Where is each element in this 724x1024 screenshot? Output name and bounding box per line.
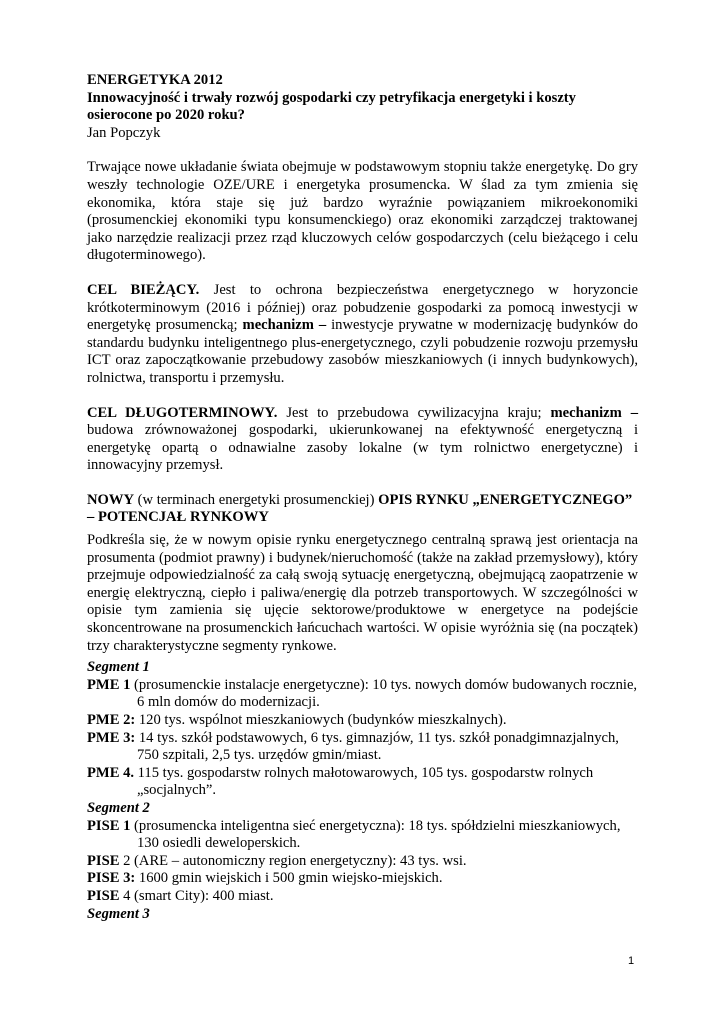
pme-item [87,712,638,730]
cel-dlugo-text2: budowa zrównoważonej gospodarki, ukierunkowanej na efektywność energetyczną i energetykę opartą o odnawialne zasoby lokalne (w tym rolnictwo energetyczne) i innowacyjny przemysł. [87,422,638,474]
pise-text: (prosumencka inteligentna sieć energetyczna): 18 tys. spółdzielni mieszkaniowych, [130,817,621,834]
pise-label: PISE 1 [87,817,131,834]
pme-item [87,765,638,800]
document-page [87,72,638,923]
section-heading [87,492,638,527]
intro-paragraph: Trwające nowe układanie świata obejmuje w podstawowym stopniu także energetykę. Do gry weszły technologie OZE/URE i energetyka prosumencka. W ślad za tym zmienia się ekonomika, która staje się już bardzo wyraźnie powiązaniem mikroekonomiki (prosumenckiej ekonomiki typu konsumenckiego) oraz ekonomiki zarządczej traktowanej jako narzędzie realizacji przez rząd kluczowych celów gospodarczych (celu bieżącego i celu długoterminowego). [87,159,638,264]
pise-text: 4 (smart City): 400 miast. [119,887,274,904]
pme-item [87,730,638,765]
segment-2-heading: Segment 2 [87,799,150,816]
heading-note: (w terminach energetyki prosumenckiej) [134,491,379,508]
pise-item [87,888,638,906]
cel-biezacy-label: CEL BIEŻĄCY. [87,281,200,298]
pme-text-cont: „socjalnych”. [137,782,217,799]
pise-text: 2 (ARE – autonomiczny region energetyczny): 43 tys. wsi. [119,852,467,869]
pme-text-cont: 750 szpitali, 2,5 tys. urzędów gmin/miast. [137,747,382,764]
cel-biezacy-paragraph [87,282,638,388]
cel-biezacy-text1: Jest to ochrona bezpieczeństwa energetycznego w horyzoncie krótkoterminowym (2016 i później) oraz pobudzenie gospodarki za pomocą inwestycji w energetykę prosumencką; [87,281,638,334]
pise-list [87,818,638,906]
pme-label: PME 4. [87,764,135,781]
pme-text: 120 tys. wspólnot mieszkaniowych (budynków mieszkalnych). [135,712,507,728]
pise-item [87,853,638,871]
pise-item [87,818,638,853]
pme-list [87,677,638,800]
pise-label: PISE [87,887,120,904]
segment-3-heading: Segment 3 [87,905,150,922]
pise-item [87,870,638,888]
page-number: 1 [628,955,635,967]
pme-item [87,677,638,712]
pme-label: PME 1 [87,676,131,693]
pme-text: 14 tys. szkół podstawowych, 6 tys. gimnazjów, 11 tys. szkół ponadgimnazjalnych, [135,729,619,746]
segment-1-heading: Segment 1 [87,659,150,676]
pme-label: PME 2: [87,712,136,728]
heading-nowy: NOWY [87,491,135,508]
pme-text: (prosumenckie instalacje energetyczne): 10 tys. nowych domów budowanych rocznie, [130,676,638,693]
pme-text-cont: 6 mln domów do modernizacji. [137,694,320,711]
cel-dlugo-paragraph [87,405,638,475]
cel-dlugo-text1: Jest to przebudowa cywilizacyjna kraju; [277,404,551,421]
heading-rynek: OPIS RYNKU „ENERGETYCZNEGO” – POTENCJAŁ RYNKOWY [87,491,633,526]
pme-text: 115 tys. gospodarstw rolnych małotowarowych, 105 tys. gospodarstw rolnych [134,764,594,781]
cel-biezacy-mechanism: mechanizm – [242,317,327,334]
document-title: ENERGETYKA 2012 [87,72,223,88]
cel-dlugo-mechanism: mechanizm – [550,404,638,421]
cel-dlugo-label: CEL DŁUGOTERMINOWY. [87,404,278,421]
pise-label: PISE [87,852,120,869]
pise-label: PISE 3: [87,870,136,887]
cel-biezacy-text2: inwestycje prywatne w modernizację budynków do standardu budynku inteligentnego plus-energetycznego, czyli pobudzenie rozwoju przemysłu ICT oraz zapoczątkowanie przebudowy zasobów mieszkaniowych (i innych budynkowych), rolnictwa, transportu i przemysłu. [87,317,638,386]
pise-text-cont: 130 osiedli deweloperskich. [137,835,301,852]
pise-text: 1600 gmin wiejskich i 500 gmin wiejsko-miejskich. [135,870,443,887]
document-subtitle: Innowacyjność i trwały rozwój gospodarki czy petryfikacja energetyki i koszty osierocone po 2020 roku? [87,89,576,124]
pme-label: PME 3: [87,729,136,746]
header-block [87,72,638,142]
podkresla-paragraph: Podkreśla się, że w nowym opisie rynku energetycznego centralną sprawą jest orientacja na prosumenta (podmiot prawny) i budynek/nieruchomość (także na zakład przemysłowy), który przejmuje odpowiedzialność za całą swoją sytuację energetyczną, obejmującą zaopatrzenie w energię elektryczną, ciepło i paliwa/energię dla potrzeb transportowych. W szczególności w opisie tym zamienia się ujęcie sektorowe/produktowe w energetyce na podejście skoncentrowane na prosumenckich łańcuchach wartości. W opisie wyróżnia się (na początek) trzy charakterystyczne segmenty rynkowe. [87,532,638,654]
author: Jan Popczyk [87,124,161,141]
